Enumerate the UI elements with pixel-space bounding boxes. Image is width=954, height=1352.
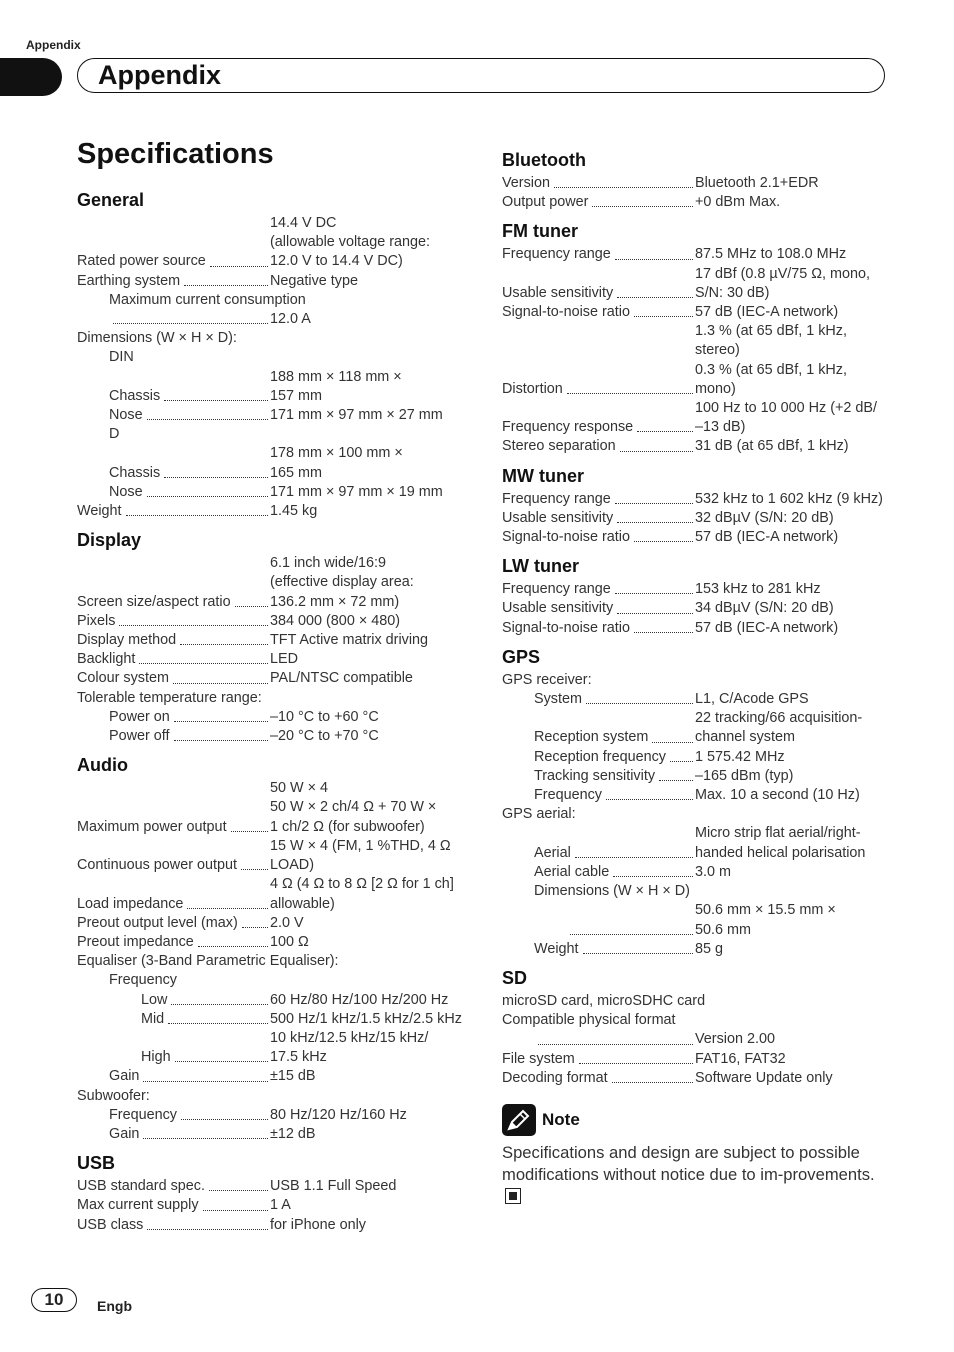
spec-row [77,1177,472,1196]
spec-value: 85 g [695,940,724,957]
leader-dots [242,927,268,928]
leader-dots [209,1190,268,1191]
leader-dots [670,761,693,762]
spec-row [77,502,472,521]
spec-key: Pixels [77,612,116,629]
spec-value: ±12 dB [270,1125,316,1142]
spec-key: File system [502,1050,575,1067]
spec-text: Dimensions (W × H × D) [534,883,690,900]
section-heading: Bluetooth [502,150,586,170]
leader-dots [606,799,693,800]
spec-row [77,1216,472,1235]
spec-row [502,265,892,303]
spec-row [502,1050,892,1069]
spec-row [77,1067,472,1086]
spec-text: Compatible physical format [502,1012,676,1029]
spec-key: Low [141,991,168,1008]
spec-row [502,863,892,882]
leader-dots [637,431,693,432]
spec-key: Frequency range [502,581,611,598]
spec-value: 10 kHz/12.5 kHz/15 kHz/ 17.5 kHz [270,1029,429,1066]
spec-value: 50 W × 4 50 W × 2 ch/4 Ω + 70 W × 1 ch/2 Ω (for subwoofer) [270,780,437,835]
leader-dots [634,541,693,542]
spec-row [502,1069,892,1088]
spec-key: Power on [109,708,170,725]
leader-dots [579,1063,693,1064]
spec-row [77,368,472,406]
spec-value: LED [270,651,298,668]
spec-key: Chassis [109,387,161,404]
leader-dots [554,187,693,188]
spec-key: Signal-to-noise ratio [502,619,630,636]
spec-key: Decoding format [502,1069,608,1086]
spec-key: Nose [109,483,143,500]
spec-text: Tolerable temperature range: [77,689,262,706]
spec-row [502,174,892,193]
leader-dots [235,606,268,607]
spec-row [77,483,472,502]
spec-value: 12.0 A [270,311,311,328]
spec-text: Subwoofer: [77,1087,150,1104]
spec-key: Aerial [534,844,571,861]
spec-value: TFT Active matrix driving [270,632,429,649]
page-number: 10 [31,1288,77,1312]
spec-value: –165 dBm (typ) [695,767,794,784]
spec-row [502,437,892,456]
running-header: Appendix [26,38,81,52]
leader-dots [173,683,268,684]
spec-row [77,444,472,482]
spec-row [502,748,892,767]
spec-key: Frequency response [502,419,634,436]
spec-key: Signal-to-noise ratio [502,304,630,321]
section-banner [77,58,885,93]
spec-row [77,914,472,933]
page-title: Specifications [77,138,274,170]
spec-row [502,786,892,805]
spec-row [77,779,472,837]
spec-row [502,709,892,747]
spec-row [77,1010,472,1029]
spec-key: USB standard spec. [77,1178,205,1195]
spec-value: 1 575.42 MHz [695,748,785,765]
spec-value: 153 kHz to 281 kHz [695,581,821,598]
spec-row [502,767,892,786]
spec-key: Max current supply [77,1197,199,1214]
spec-row [502,528,892,547]
spec-value: Software Update only [695,1069,833,1086]
spec-row [77,214,472,272]
spec-key: Nose [109,407,143,424]
spec-row [502,490,892,509]
spec-value: Negative type [270,272,358,289]
spec-row [77,837,472,875]
leader-dots [147,496,268,497]
leader-dots [575,857,693,858]
spec-key: USB class [77,1216,144,1233]
section-heading: Display [77,530,142,551]
leader-dots [634,316,693,317]
leader-dots [180,644,268,645]
spec-row [77,1125,472,1144]
spec-key: Gain [109,1125,140,1142]
spec-key: Frequency [109,1106,177,1123]
spec-value: 1 A [270,1197,291,1214]
spec-key: Tracking sensitivity [534,767,656,784]
spec-value: 500 Hz/1 kHz/1.5 kHz/2.5 kHz [270,1010,462,1027]
spec-key: Frequency range [502,246,611,263]
spec-value: 17 dBf (0.8 µV/75 Ω, mono, S/N: 30 dB) [695,265,871,301]
section-heading: MW tuner [502,465,584,486]
spec-key: Reception frequency [534,748,666,765]
spec-row [77,1106,472,1125]
leader-dots [143,1138,268,1139]
spec-row [77,272,472,291]
section-heading: GPS [502,646,541,667]
spec-text: DIN [109,349,134,366]
spec-value: 32 dBµV (S/N: 20 dB) [695,509,834,526]
leader-dots [143,1081,268,1082]
spec-value: 31 dB (at 65 dBf, 1 kHz) [695,438,849,455]
spec-value: 80 Hz/120 Hz/160 Hz [270,1106,407,1123]
leader-dots [586,703,693,704]
spec-key: Mid [141,1010,165,1027]
spec-row [77,727,472,746]
spec-row [77,310,472,329]
section-heading: Audio [77,755,128,776]
left-column [77,181,472,1235]
leader-dots [147,1229,268,1230]
right-column [502,141,892,1209]
spec-value: Bluetooth 2.1+EDR [695,175,819,191]
spec-row [502,619,892,638]
spec-value: ±15 dB [270,1068,316,1085]
spec-row [77,631,472,650]
spec-row [502,690,892,709]
spec-value: Version 2.00 [695,1031,776,1048]
leader-dots [187,908,268,909]
spec-value: 532 kHz to 1 602 kHz (9 kHz) [695,490,883,507]
end-mark-icon [505,1188,521,1204]
spec-row [502,322,892,399]
spec-row [502,1030,892,1049]
spec-value: 100 Ω [270,933,309,950]
spec-key: Gain [109,1068,140,1085]
leader-dots [567,393,693,394]
spec-row [77,933,472,952]
leader-dots [583,953,693,954]
spec-key: Backlight [77,651,136,668]
spec-value: 171 mm × 97 mm × 27 mm [270,407,443,424]
spec-text: microSD card, microSDHC card [502,992,706,1009]
leader-dots [652,742,693,743]
spec-row [77,612,472,631]
spec-value: 22 tracking/66 acquisition- channel system [695,710,863,746]
leader-dots [592,206,693,207]
spec-key: Maximum power output [77,818,227,835]
leader-dots [570,934,693,935]
spec-value: Max. 10 a second (10 Hz) [695,787,860,804]
spec-key: Rated power source [77,253,206,270]
spec-key: High [141,1049,171,1066]
spec-text: D [109,426,120,443]
spec-value: 100 Hz to 10 000 Hz (+2 dB/ –13 dB) [695,400,877,436]
spec-row [77,991,472,1010]
spec-value: for iPhone only [270,1216,366,1233]
spec-value: 57 dB (IEC-A network) [695,304,839,321]
spec-value: 3.0 m [695,863,731,880]
spec-text: GPS aerial: [502,806,576,823]
spec-row [502,303,892,322]
spec-value: 57 dB (IEC-A network) [695,619,839,636]
spec-row [502,940,892,959]
spec-key: Load impedance [77,895,184,912]
spec-value: 60 Hz/80 Hz/100 Hz/200 Hz [270,991,449,1008]
spec-text: GPS receiver: [502,671,592,688]
spec-row [77,669,472,688]
leader-dots [659,780,693,781]
leader-dots [617,522,693,523]
spec-key: Signal-to-noise ratio [502,529,630,546]
spec-value: 6.1 inch wide/16:9 (effective display area: 136.2 mm × 72 mm) [270,555,414,610]
leader-dots [203,1210,268,1211]
spec-key: Preout impedance [77,933,194,950]
leader-dots [171,1004,268,1005]
leader-dots [113,323,268,324]
leader-dots [231,831,268,832]
spec-key: Reception system [534,729,649,746]
spec-value: USB 1.1 Full Speed [270,1178,397,1195]
spec-key: System [534,691,582,708]
section-heading: USB [77,1153,116,1174]
spec-key: Screen size/aspect ratio [77,593,231,610]
section-heading: FM tuner [502,221,578,242]
spec-row [77,1029,472,1067]
spec-key: Usable sensitivity [502,284,614,301]
spec-key: Usable sensitivity [502,600,614,617]
note-label: Note [542,1109,580,1129]
spec-row [77,650,472,669]
spec-row [502,580,892,599]
spec-value: L1, C/Acode GPS [695,691,809,708]
spec-row [502,599,892,618]
spec-row [502,824,892,862]
leader-dots [615,259,693,260]
spec-key: Weight [77,503,122,520]
spec-value: 57 dB (IEC-A network) [695,529,839,546]
pencil-note-icon [502,1104,536,1136]
banner-title: Appendix [98,60,222,90]
leader-dots [164,477,268,478]
spec-key: Aerial cable [534,863,610,880]
spec-value: 14.4 V DC (allowable voltage range: 12.0 V to 14.4 V DC) [270,215,430,270]
spec-value: 15 W × 4 (FM, 1 %THD, 4 Ω LOAD) [270,837,451,874]
language-code: Engb [97,1298,132,1314]
spec-key: Stereo separation [502,438,616,455]
spec-key: Earthing system [77,272,181,289]
spec-value: 1.45 kg [270,503,318,520]
spec-value: FAT16, FAT32 [695,1050,786,1067]
section-heading: SD [502,967,528,988]
spec-value: 87.5 MHz to 108.0 MHz [695,246,847,263]
spec-key: Output power [502,194,589,211]
leader-dots [174,740,268,741]
spec-row [77,1196,472,1215]
spec-text: Maximum current consumption [109,291,306,308]
spec-key: Continuous power output [77,857,238,874]
leader-dots [615,503,693,504]
leader-dots [181,1119,268,1120]
leader-dots [164,400,268,401]
spec-value: 188 mm × 118 mm × 157 mm [270,368,402,404]
leader-dots [617,297,693,298]
leader-dots [174,721,268,722]
spec-key: Weight [534,940,579,957]
leader-dots [119,625,268,626]
spec-key: Display method [77,632,177,649]
spec-value: 1.3 % (at 65 dBf, 1 kHz, stereo) 0.3 % (at 65 dBf, 1 kHz, mono) [695,323,847,397]
spec-value: 384 000 (800 × 480) [270,612,401,629]
spec-key: Frequency range [502,490,611,507]
spec-key: Power off [109,728,170,745]
spec-row [502,399,892,437]
spec-text: Equaliser (3-Band Parametric Equaliser): [77,953,339,970]
spec-value: 171 mm × 97 mm × 19 mm [270,483,443,500]
spec-value: 178 mm × 100 mm × 165 mm [270,445,403,481]
leader-dots [615,593,693,594]
spec-row [502,901,892,939]
leader-dots [613,876,693,877]
spec-row [77,875,472,913]
spec-key: Version [502,175,550,191]
section-heading: LW tuner [502,556,579,577]
spec-value: –10 °C to +60 °C [270,708,379,725]
spec-key: Colour system [77,670,169,687]
spec-key: Distortion [502,380,563,397]
spec-row [502,245,892,264]
spec-value: PAL/NTSC compatible [270,670,413,687]
spec-row [77,406,472,425]
spec-key: Frequency [534,787,602,804]
leader-dots [617,613,693,614]
leader-dots [175,1061,268,1062]
note-text: Specifications and design are subject to possible modifications without notice due to im-provements. [502,1142,892,1210]
leader-dots [139,663,268,664]
spec-key: Preout output level (max) [77,914,238,931]
note-header [502,1104,892,1136]
spec-key: Chassis [109,464,161,481]
spec-value: 4 Ω (4 Ω to 8 Ω [2 Ω for 1 ch] allowable) [270,876,454,912]
leader-dots [147,419,268,420]
spec-row [502,509,892,528]
section-tab [0,58,62,96]
leader-dots [210,266,268,267]
spec-row [502,193,892,212]
leader-dots [184,285,268,286]
spec-row [77,554,472,612]
leader-dots [168,1023,268,1024]
spec-text: Dimensions (W × H × D): [77,330,237,347]
leader-dots [126,515,268,516]
leader-dots [620,451,693,452]
spec-value: Micro strip flat aerial/right- handed helical polarisation [695,825,866,861]
spec-row [77,708,472,727]
spec-key: Usable sensitivity [502,509,614,526]
spec-value: 50.6 mm × 15.5 mm × 50.6 mm [695,902,836,938]
leader-dots [198,946,268,947]
spec-value: 2.0 V [270,914,304,931]
spec-value: –20 °C to +70 °C [270,728,379,745]
leader-dots [241,869,268,870]
spec-value: 34 dBµV (S/N: 20 dB) [695,600,834,617]
leader-dots [538,1044,693,1045]
spec-text: Frequency [109,972,177,989]
leader-dots [612,1082,693,1083]
section-heading: General [77,190,145,210]
spec-value: +0 dBm Max. [695,194,781,211]
leader-dots [634,632,693,633]
